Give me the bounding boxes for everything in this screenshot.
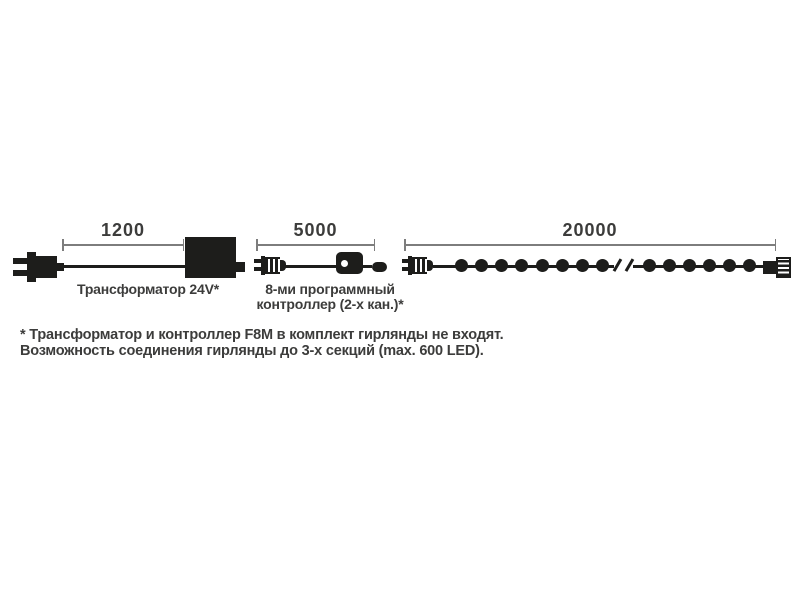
dimension-20000 — [404, 220, 776, 252]
led-string-segment — [455, 259, 609, 272]
dimension-tick-right — [183, 239, 185, 251]
led-bead — [743, 259, 756, 272]
dimension-value: 20000 — [562, 220, 618, 240]
led-bead — [495, 259, 508, 272]
plug-body — [36, 256, 57, 278]
led-bead — [475, 259, 488, 272]
wire — [363, 265, 372, 268]
led-bead — [455, 259, 468, 272]
led-bead — [663, 259, 676, 272]
wire — [285, 265, 336, 268]
wire — [62, 265, 185, 268]
connector-threads — [265, 257, 280, 274]
led-string-segment — [643, 259, 756, 272]
led-bead — [556, 259, 569, 272]
transformer-label: Трансформатор 24V* — [77, 281, 219, 297]
dimension-tick-right — [775, 239, 777, 251]
dimension-1200 — [62, 220, 184, 252]
end-connector-body — [763, 261, 776, 274]
dimension-line — [256, 244, 375, 246]
controller-label-line2: контроллер (2-х кан.)* — [256, 296, 404, 312]
footnote-line1: * Трансформатор и контроллер F8M в комплект гирлянды не входят. — [20, 327, 504, 343]
led-bead — [576, 259, 589, 272]
plug-prong-bottom — [13, 270, 28, 276]
led-bead — [683, 259, 696, 272]
dimension-value: 1200 — [100, 220, 146, 240]
led-bead — [703, 259, 716, 272]
footnote-line2: Возможность соединения гирлянды до 3-х секций (max. 600 LED). — [20, 342, 484, 359]
controller-label-line1: 8-ми программный — [265, 281, 395, 297]
plug-face — [27, 252, 36, 282]
transformer-box-icon — [185, 237, 236, 278]
transformer-output-stub — [236, 262, 245, 272]
led-bead — [723, 259, 736, 272]
controller-label — [245, 282, 415, 312]
controller-box-icon — [336, 252, 363, 274]
led-bead — [643, 259, 656, 272]
dimension-value: 5000 — [293, 220, 338, 240]
led-bead — [515, 259, 528, 272]
led-bead — [596, 259, 609, 272]
break-mark-icon — [613, 258, 622, 271]
dimension-5000 — [256, 220, 375, 252]
led-bead — [536, 259, 549, 272]
end-connector-threads — [776, 257, 791, 278]
plug-prong-top — [13, 258, 28, 264]
dimension-line — [404, 244, 776, 246]
connector-capsule-icon — [372, 262, 387, 272]
dimension-tick-right — [374, 239, 376, 251]
dimension-line — [62, 244, 184, 246]
controller-button-dot — [341, 260, 348, 267]
footnote — [20, 328, 503, 359]
connector-threads — [412, 257, 427, 274]
